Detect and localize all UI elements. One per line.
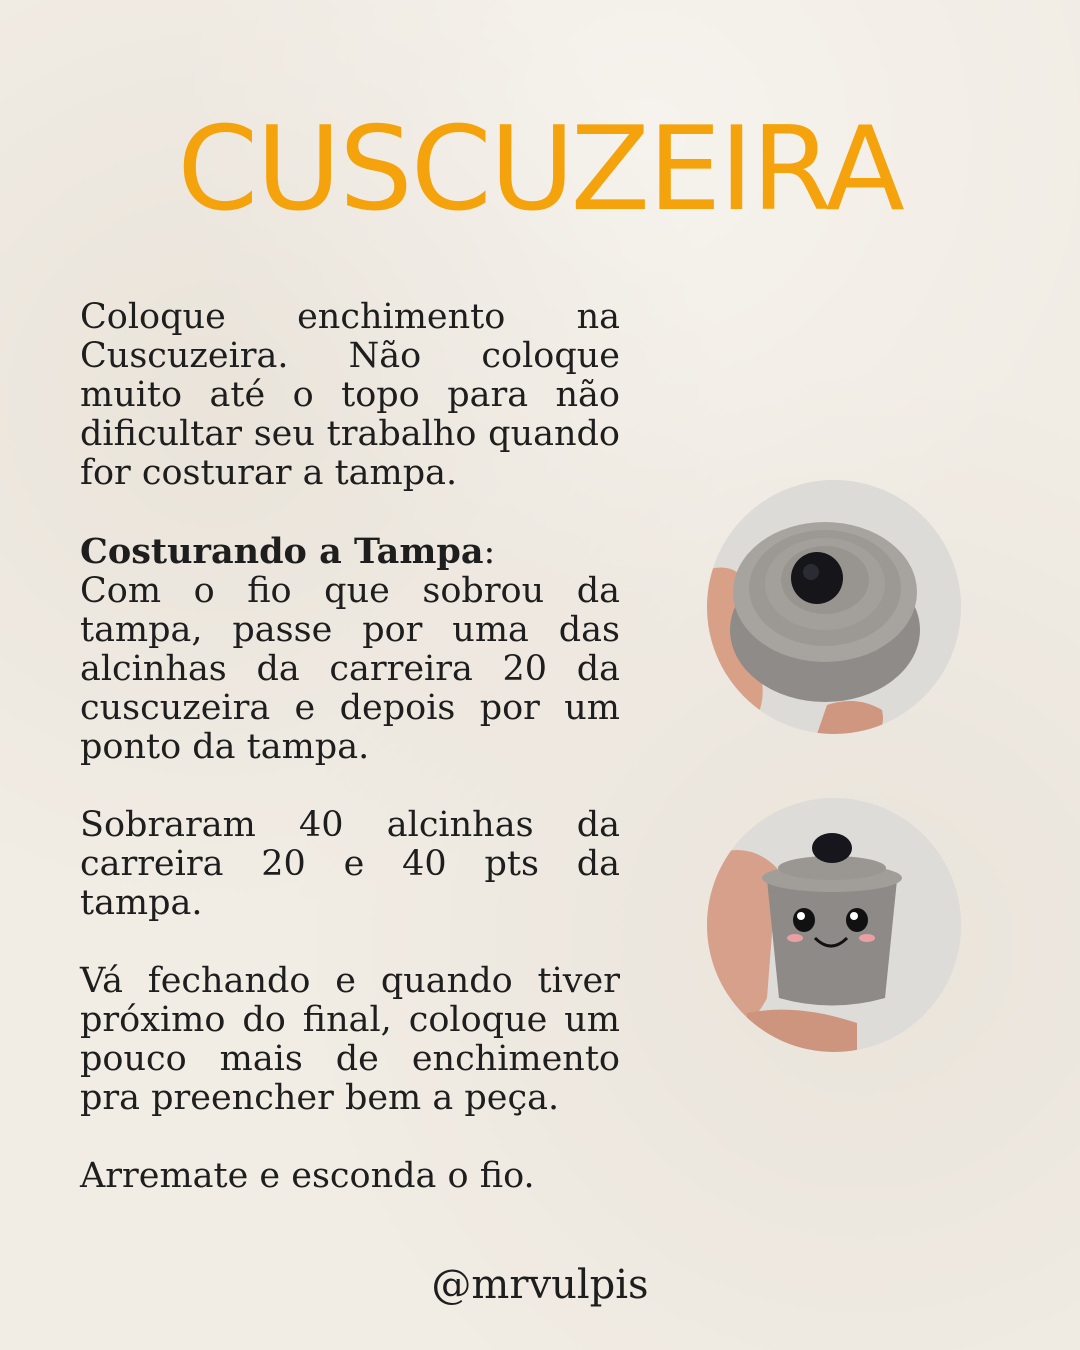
instructions: [80, 298, 620, 1235]
lid-top-photo: [707, 480, 961, 734]
footer-handle: [0, 1262, 1080, 1308]
instagram-handle: @mrvulpis: [431, 1262, 649, 1308]
page-title: CUSCUZEIRA: [177, 102, 903, 237]
paragraph-filling: Coloque enchimento na Cuscuzeira. Não coloque muito até o topo para não dificultar seu trabalho quando for costurar a tampa.: [80, 297, 620, 493]
section-heading-wrap: [80, 532, 620, 572]
paragraph-remaining: Sobraram 40 alcinhas da carreira 20 e 40 pts da tampa.: [80, 805, 620, 923]
heading-colon: :: [483, 532, 496, 572]
cuscuzeira-face-photo: [707, 798, 961, 1052]
paragraph-sewing: Com o fio que sobrou da tampa, passe por uma das alcinhas da carreira 20 da cuscuzeira e depois por um ponto da tampa.: [80, 571, 620, 767]
section-heading: Costurando a Tampa: [80, 531, 484, 572]
paragraph-closing: Vá fechando e quando tiver próximo do final, coloque um pouco mais de enchimento pra preencher bem a peça.: [80, 961, 620, 1118]
paragraph-finish: Arremate e esconda o fio.: [80, 1156, 535, 1196]
